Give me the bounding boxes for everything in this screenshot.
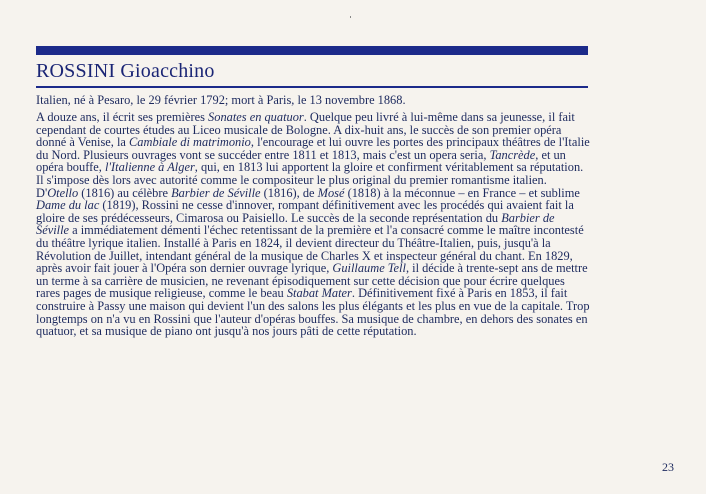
body-text-run: (1816), de xyxy=(260,185,318,200)
entry-subtitle: Italien, né à Pesaro, le 29 février 1792; mort à Paris, le 13 novembre 1868. xyxy=(36,93,406,107)
italic-title: Mosé xyxy=(317,185,345,200)
body-text-run: , l'encourage et lui ouvre les portes des principaux théâtres de l'Italie du Nord. Plusieurs ouvrages vont se succéder entre 1811 et 1813, mais c'est un opera seria, xyxy=(36,135,590,162)
body-text-run: , et un opéra bouffe, xyxy=(36,147,566,175)
body-text-run: (1818) à la méconnue – en France – et sublime xyxy=(344,185,580,200)
entry-body xyxy=(36,111,590,338)
italic-title: Barbier de Séville xyxy=(171,185,261,200)
italic-title: l'Italienne à Alger xyxy=(104,160,195,175)
fold-mark xyxy=(350,16,351,18)
page-number: 23 xyxy=(662,460,674,474)
italic-title: Stabat Mater xyxy=(286,286,352,301)
body-text-run: , il décide à trente-sept ans de mettre un terme à sa carrière de musicien, ne revenant épisodiquement sur cette décision que pour écrire quelques rares pages de musique religieuse, comme le beau xyxy=(36,261,588,301)
body-text-run: , qui, en 1813 lui apportent la gloire et confirment véritablement sa réputation. Il s'impose dès lors avec autorité comme le compositeur le plus original du premier romantisme italien. D' xyxy=(36,160,584,200)
body-paragraph xyxy=(36,111,590,338)
entry-title: ROSSINI Gioacchino xyxy=(36,60,215,82)
body-text-run: (1819), Rossini ne cesse d'innover, rompant définitivement avec les procédés qui avaient fait la gloire de ses prédécesseurs, Cimarosa ou Paisiello. Le succès de la seconde représentation du xyxy=(36,198,574,225)
body-text-run: . Définitivement fixé à Paris en 1853, il fait construire à Passy une maison qui devient l'un des salons les plus élégants et les plus en vue de la capitale. Trop longtemps on n'a vu en Rossini que l'auteur d'opéras bouffes. Sa musique de chambre, en dehors des sonates en quatuor, et sa musique de piano ont jusqu'à nos jours pâti de cette réputation. xyxy=(36,286,590,339)
italic-title: Barbier de Séville xyxy=(36,210,555,238)
header-bar xyxy=(36,46,588,55)
italic-title: Guillaume Tell xyxy=(332,261,406,276)
italic-title: Cambiale di matrimonio xyxy=(129,135,251,150)
body-text-run: a immédiatement démenti l'échec retentissant de la première et l'a consacré comme le maître incontesté du théâtre lyrique italien. Installé à Paris en 1824, il devient directeur du Théâtre-Italien, puis, jusqu'à la Révolution de Juillet, intendant général de la musique de Charles X et inspecteur général du chant. En 1829, après avoir fait jouer à l'Opéra son dernier ouvrage lyrique, xyxy=(36,223,584,276)
italic-title: Sonates en quatuor xyxy=(208,110,304,124)
body-text-run: . Quelque peu livré à lui-même dans sa jeunesse, il fait cependant de courtes études au Liceo musicale de Bologne. A dix-huit ans, le succès de son premier opéra donné à Venise, la xyxy=(36,110,575,150)
body-text-run: (1816) au célèbre xyxy=(78,185,172,200)
italic-title: Otello xyxy=(47,185,79,200)
italic-title: Dame du lac xyxy=(36,198,100,213)
italic-title: Tancrède xyxy=(489,147,536,162)
title-rule xyxy=(36,86,588,88)
body-text-run: A douze ans, il écrit ses premières xyxy=(36,110,209,124)
